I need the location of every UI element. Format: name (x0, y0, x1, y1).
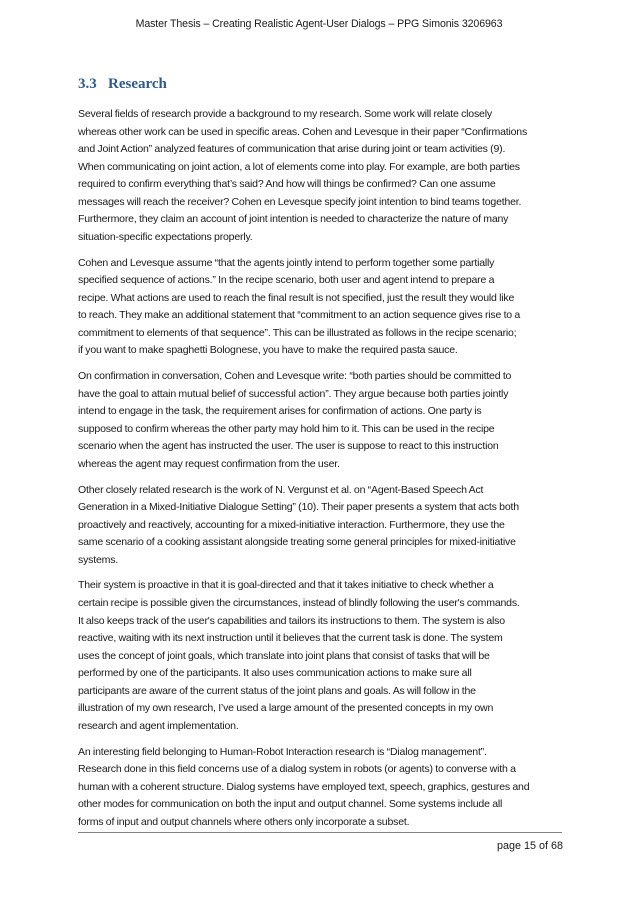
text-line: supposed to confirm whereas the other party may hold him to it. This can be used in the recipe (78, 422, 495, 435)
text-line: if you want to make spaghetti Bolognese, you have to make the required pasta sauce. (78, 344, 458, 357)
paragraph-1 (78, 106, 562, 246)
text-line: human with a coherent structure. Dialog systems have employed text, speech, graphics, gestures and (78, 780, 530, 793)
text-line: It also keeps track of the user's capabilities and tailors its instructions to them. The system is also (78, 614, 505, 627)
text-line: When communicating on joint action, a lot of elements come into play. For example, are both parties (78, 160, 520, 173)
text-line: certain recipe is possible given the circumstances, instead of blindly following the user's commands. (78, 596, 520, 609)
text-line: reactive, waiting with its next instruction until it believes that the current task is done. The system (78, 632, 503, 645)
text-line: On confirmation in conversation, Cohen and Levesque write: “both parties should be committed to (78, 370, 512, 383)
text-line: Their system is proactive in that it is goal-directed and that it takes initiative to check whether a (78, 579, 494, 592)
paragraph-2 (78, 255, 562, 360)
text-line: Research done in this field concerns use of a dialog system in robots (or agents) to converse with a (78, 763, 516, 776)
text-line: research and agent implementation. (78, 719, 239, 732)
text-line: performed by one of the participants. It also uses communication actions to make sure all (78, 667, 472, 680)
text-line: An interesting field belonging to Human-Robot Interaction research is “Dialog management”. (78, 745, 487, 758)
paragraph-5 (78, 577, 562, 735)
text-line: same scenario of a cooking assistant alongside treating some general principles for mixed-initiative (78, 536, 516, 549)
text-line: scenario when the agent has instructed the user. The user is suppose to react to this instruction (78, 440, 499, 453)
page-number: page 15 of 68 (496, 840, 563, 852)
text-line: have the goal to attain mutual belief of successful action”. They argue because both parties jointly (78, 387, 509, 400)
text-line: illustration of my own research, I’ve used a large amount of the presented concepts in my own (78, 702, 494, 715)
text-line: Generation in a Mixed-Initiative Dialogue Setting” (10). Their paper presents a system that acts both (78, 501, 519, 514)
text-line: other modes for communication on both the input and output channel. Some systems include all (78, 798, 503, 811)
text-line: commitment to elements of that sequence”. This can be illustrated as follows in the recipe scenario; (78, 326, 517, 339)
section-number: 3.3 (78, 76, 97, 92)
text-line: to reach. They make an additional statement that “commitment to an action sequence gives rise to a (78, 309, 521, 322)
section-title: Research (108, 76, 167, 92)
text-line: Furthermore, they claim an account of joint intention is needed to characterize the nature of many (78, 213, 509, 226)
text-line: recipe. What actions are used to reach the final result is not specified, just the result they would like (78, 291, 515, 304)
paragraph-4 (78, 482, 562, 570)
body-text (78, 106, 562, 839)
text-line: participants are aware of the current status of the joint plans and goals. As will follow in the (78, 684, 476, 697)
text-line: forms of input and output channels where others only incorporate a subset. (78, 815, 410, 828)
text-line: required to confirm everything that’s said? And how will things be confirmed? Can one assume (78, 178, 496, 191)
text-line: proactively and reactively, accounting for a mixed-initiative interaction. Furthermore, they use the (78, 518, 505, 531)
text-line: situation-specific expectations properly. (78, 230, 253, 243)
text-line: uses the concept of joint goals, which translate into joint plans that consist of tasks that will be (78, 649, 490, 662)
footer-divider (78, 832, 562, 833)
paragraph-3 (78, 368, 562, 473)
text-line: whereas other work can be used in specific areas. Cohen and Levesque in their paper “Confirmations (78, 125, 528, 138)
text-line: Several fields of research provide a background to my research. Some work will relate closely (78, 108, 492, 120)
text-line: specified sequence of actions.” In the recipe scenario, both user and agent intend to prepare a (78, 274, 495, 287)
text-line: whereas the agent may request confirmation from the user. (78, 457, 340, 470)
text-line: Cohen and Levesque assume “that the agents jointly intend to perform together some partially (78, 256, 495, 269)
paragraph-6 (78, 744, 562, 832)
text-line: and Joint Action” analyzed features of communication that arise during joint or team activities (9). (78, 143, 506, 156)
text-line: Other closely related research is the work of N. Vergunst et al. on “Agent-Based Speech Act (78, 483, 484, 496)
section-heading (78, 74, 167, 94)
running-header: Master Thesis – Creating Realistic Agent-User Dialogs – PPG Simonis 3206963 (135, 18, 503, 30)
text-line: intend to engage in the task, the requirement arises for confirmation of actions. One party is (78, 405, 482, 418)
text-line: systems. (78, 553, 119, 566)
text-line: messages will reach the receiver? Cohen en Levesque specify joint intention to bind teams together. (78, 195, 522, 208)
